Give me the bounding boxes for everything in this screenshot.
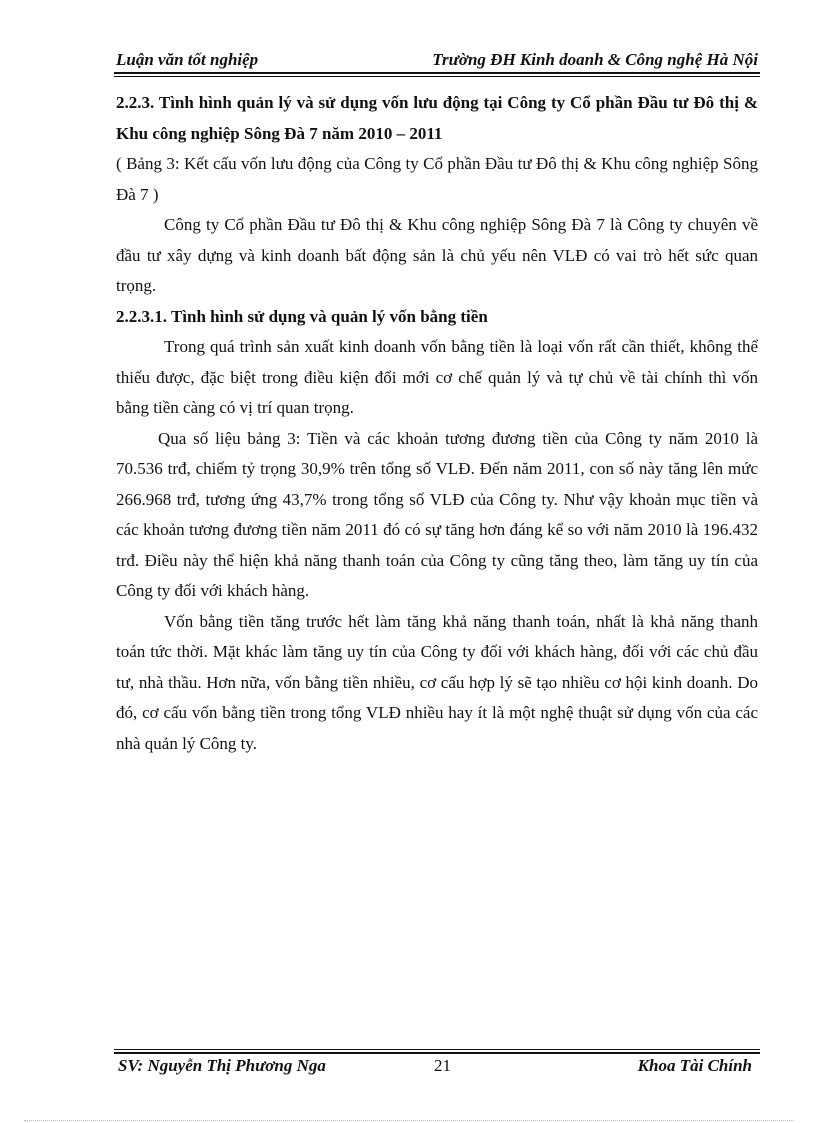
body-paragraph: Qua số liệu bảng 3: Tiền và các khoản tương đương tiền của Công ty năm 2010 là 70.536 trđ, chiếm tỷ trọng 30,9% trên tổng số VLĐ. Đến năm 2011, con số này tăng lên mức 266.968 trđ, tương ứng 43,7% trong tổng số VLĐ của Công ty. Như vậy khoản mục tiền và các khoản tương đương tiền năm 2011 đó có sự tăng hơn đáng kể so với năm 2010 là 196.432 trđ. Điều này thể hiện khả năng thanh toán của Công ty cũng tăng theo, làm tăng uy tín của Công ty đối với khách hàng. — [116, 428, 758, 600]
page-bottom-border — [24, 1120, 794, 1121]
page-number: 21 — [434, 1056, 451, 1075]
header-thesis-label: Luận văn tốt nghiệp — [116, 50, 259, 69]
footer-divider-thin — [114, 1049, 760, 1050]
footer-department: Khoa Tài Chính — [637, 1056, 752, 1075]
footer-student-name: SV: Nguyễn Thị Phương Nga — [118, 1056, 326, 1075]
footer-divider — [114, 1052, 760, 1054]
header-divider-thin — [114, 76, 760, 77]
body-paragraph: Vốn bằng tiền tăng trước hết làm tăng khả năng thanh toán, nhất là khả năng thanh toán tức thời. Mặt khác làm tăng uy tín của Công ty đối với khách hàng, đối với các chủ đầu tư, nhà thầu. Hơn nữa, vốn bằng tiền nhiều, cơ cấu hợp lý sẽ tạo nhiều cơ hội kinh doanh. Do đó, cơ cấu vốn bằng tiền trong tổng VLĐ nhiều hay ít là một nghệ thuật sử dụng vốn của các nhà quản lý Công ty. — [116, 611, 758, 753]
page-footer — [114, 1056, 760, 1080]
subsection-title: 2.2.3.1. Tình hình sử dụng và quản lý vốn bằng tiền — [116, 306, 488, 326]
header-divider — [114, 72, 760, 74]
header-university-name: Trường ĐH Kinh doanh & Công nghệ Hà Nội — [432, 50, 758, 69]
intro-paragraph: Công ty Cổ phần Đầu tư Đô thị & Khu công nghiệp Sông Đà 7 là Công ty chuyên về đầu tư xây dựng và kinh doanh bất động sản là chủ yếu nên VLĐ có vai trò hết sức quan trọng. — [116, 215, 758, 295]
page-body — [116, 88, 758, 759]
section-title: 2.2.3. Tình hình quản lý và sử dụng vốn lưu động tại Công ty Cổ phần Đầu tư Đô thị & Khu công nghiệp Sông Đà 7 năm 2010 – 2011 — [116, 93, 758, 143]
page-header — [114, 48, 760, 72]
body-paragraph: Trong quá trình sản xuất kinh doanh vốn bằng tiền là loại vốn rất cần thiết, không thể thiếu được, đặc biệt trong điều kiện đổi mới cơ chế quản lý và tự chủ về tài chính thì vốn bằng tiền càng có vị trí quan trọng. — [116, 337, 758, 417]
table-note: ( Bảng 3: Kết cấu vốn lưu động của Công ty Cổ phần Đầu tư Đô thị & Khu công nghiệp Sông Đà 7 ) — [116, 154, 758, 204]
